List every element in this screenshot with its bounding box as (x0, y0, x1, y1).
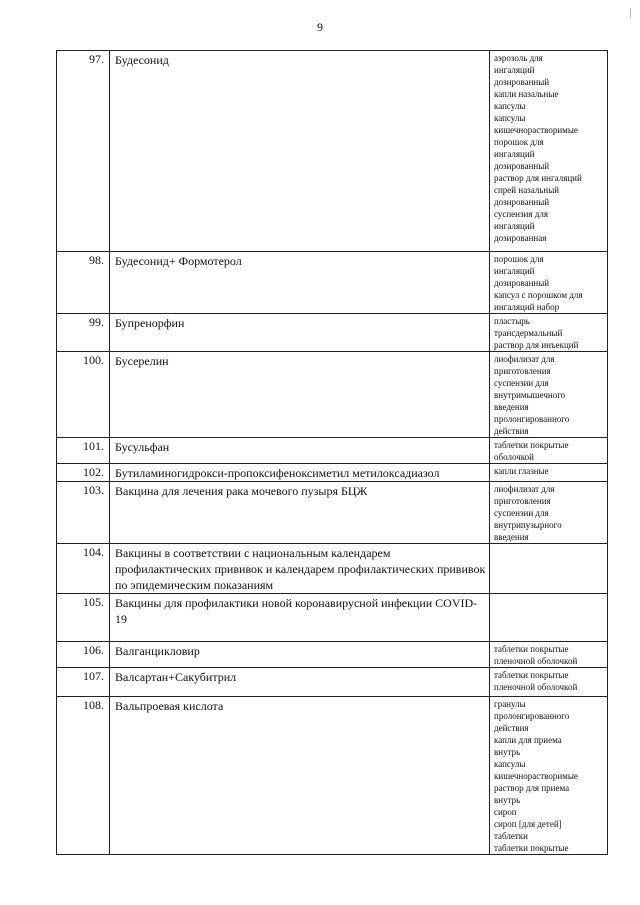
row-number: 105. (57, 594, 110, 642)
drug-name: Бутиламиногидрокси-пропоксифеноксиметил метилоксадиазол (110, 464, 490, 482)
dosage-form-line: аэрозоль для (494, 53, 543, 63)
dosage-form-line: действия (494, 723, 529, 733)
dosage-form-line: ингаляций (494, 149, 535, 159)
dosage-form-line: капли назальные (494, 89, 559, 99)
drug-name: Бусульфан (110, 438, 490, 464)
dosage-form-line: капсулы (494, 101, 526, 111)
dosage-form-line: пленочной оболочкой (494, 682, 578, 692)
drug-name: Вакцины в соответствии с национальным календарем профилактических прививок и календарем профилактических прививок по эпидемическим показаниям (110, 544, 490, 594)
dosage-form-line: раствор для инъекций (494, 340, 579, 350)
dosage-form-line: введения (494, 532, 529, 542)
dosage-form-line: кишечнорастворимые (494, 125, 578, 135)
dosage-form-line: внутрипузырного (494, 520, 562, 530)
dosage-form-line: лиофилизат для (494, 484, 555, 494)
scan-edge-mark (630, 8, 631, 18)
drug-name: Бусерелин (110, 352, 490, 438)
dosage-forms (490, 668, 608, 697)
dosage-forms (490, 544, 608, 594)
row-number: 98. (57, 252, 110, 314)
drug-name: Вакцины для профилактики новой коронавирусной инфекции COVID-19 (110, 594, 490, 642)
dosage-form-line: таблетки покрытые (494, 843, 569, 853)
row-number: 104. (57, 544, 110, 594)
dosage-form-line: введения (494, 402, 529, 412)
drug-name: Вальпроевая кислота (110, 697, 490, 855)
drug-name: Валганцикловир (110, 642, 490, 668)
dosage-form-line: суспензия для (494, 209, 548, 219)
row-number: 99. (57, 314, 110, 352)
dosage-form-line: лиофилизат для (494, 354, 555, 364)
dosage-form-line: кишечнорастворимые (494, 771, 578, 781)
table-row (57, 314, 608, 352)
dosage-form-line: раствор для ингаляций (494, 173, 582, 183)
dosage-form-line: дозированный (494, 161, 550, 171)
dosage-forms (490, 482, 608, 544)
dosage-form-line: пролонгированного (494, 711, 570, 721)
dosage-form-line: дозированный (494, 278, 550, 288)
drug-name: Будесонид (110, 51, 490, 252)
dosage-forms (490, 51, 608, 252)
row-number: 108. (57, 697, 110, 855)
dosage-form-line: пленочной оболочкой (494, 656, 578, 666)
dosage-form-line: внутрь (494, 747, 521, 757)
dosage-form-line: капсулы (494, 759, 526, 769)
row-number: 107. (57, 668, 110, 697)
dosage-form-line: капсул с порошком для (494, 290, 583, 300)
drug-name: Валсартан+Сакубитрил (110, 668, 490, 697)
row-number: 101. (57, 438, 110, 464)
dosage-form-line: капли для приема (494, 735, 562, 745)
table-row (57, 668, 608, 697)
dosage-form-line: дозированный (494, 197, 550, 207)
dosage-form-line: раствор для приема (494, 783, 570, 793)
dosage-form-line: таблетки покрытые (494, 670, 569, 680)
dosage-form-line: суспензии для (494, 378, 549, 388)
table-row (57, 464, 608, 482)
table-body (57, 51, 608, 855)
dosage-forms (490, 594, 608, 642)
drug-name: Вакцина для лечения рака мочевого пузыря БЦЖ (110, 482, 490, 544)
dosage-forms (490, 352, 608, 438)
dosage-form-line: ингаляций (494, 221, 535, 231)
dosage-form-line: дозированная (494, 233, 547, 243)
dosage-form-line: спрей назальный (494, 185, 560, 195)
drug-name: Бупренорфин (110, 314, 490, 352)
page-number: 9 (317, 20, 323, 34)
table-row (57, 352, 608, 438)
table-row (57, 482, 608, 544)
dosage-form-line: дозированный (494, 77, 550, 87)
dosage-forms (490, 252, 608, 314)
dosage-form-line: порошок для (494, 254, 544, 264)
dosage-form-line: капли глазные (494, 466, 549, 476)
dosage-form-line: суспензии для (494, 508, 549, 518)
dosage-forms (490, 314, 608, 352)
table-row (57, 642, 608, 668)
dosage-form-line: трансдермальный (494, 328, 563, 338)
table-row (57, 252, 608, 314)
dosage-form-line: ингаляций (494, 65, 535, 75)
table-row (57, 51, 608, 252)
dosage-form-line: приготовления (494, 496, 551, 506)
table-row (57, 697, 608, 855)
row-number: 106. (57, 642, 110, 668)
medications-table (56, 50, 608, 855)
dosage-forms (490, 464, 608, 482)
dosage-form-line: сироп [для детей] (494, 819, 562, 829)
table-row (57, 438, 608, 464)
table-row (57, 594, 608, 642)
dosage-form-line: пластырь (494, 316, 530, 326)
dosage-form-line: сироп (494, 807, 517, 817)
dosage-forms (490, 438, 608, 464)
dosage-form-line: порошок для (494, 137, 544, 147)
row-number: 100. (57, 352, 110, 438)
dosage-form-line: капсулы (494, 113, 526, 123)
row-number: 102. (57, 464, 110, 482)
drug-name: Будесонид+ Формотерол (110, 252, 490, 314)
dosage-form-line: таблетки (494, 831, 529, 841)
dosage-form-line: внутримышечного (494, 390, 566, 400)
dosage-form-line: оболочкой (494, 452, 534, 462)
dosage-forms (490, 697, 608, 855)
row-number: 97. (57, 51, 110, 252)
dosage-form-line: ингаляций (494, 266, 535, 276)
row-number: 103. (57, 482, 110, 544)
dosage-form-line: внутрь (494, 795, 521, 805)
dosage-forms (490, 642, 608, 668)
dosage-form-line: таблетки покрытые (494, 440, 569, 450)
dosage-form-line: гранулы (494, 699, 526, 709)
dosage-form-line: пролонгированного (494, 414, 570, 424)
dosage-form-line: таблетки покрытые (494, 644, 569, 654)
dosage-form-line: действия (494, 426, 529, 436)
dosage-form-line: ингаляций набор (494, 302, 560, 312)
dosage-form-line: приготовления (494, 366, 551, 376)
table-row (57, 544, 608, 594)
